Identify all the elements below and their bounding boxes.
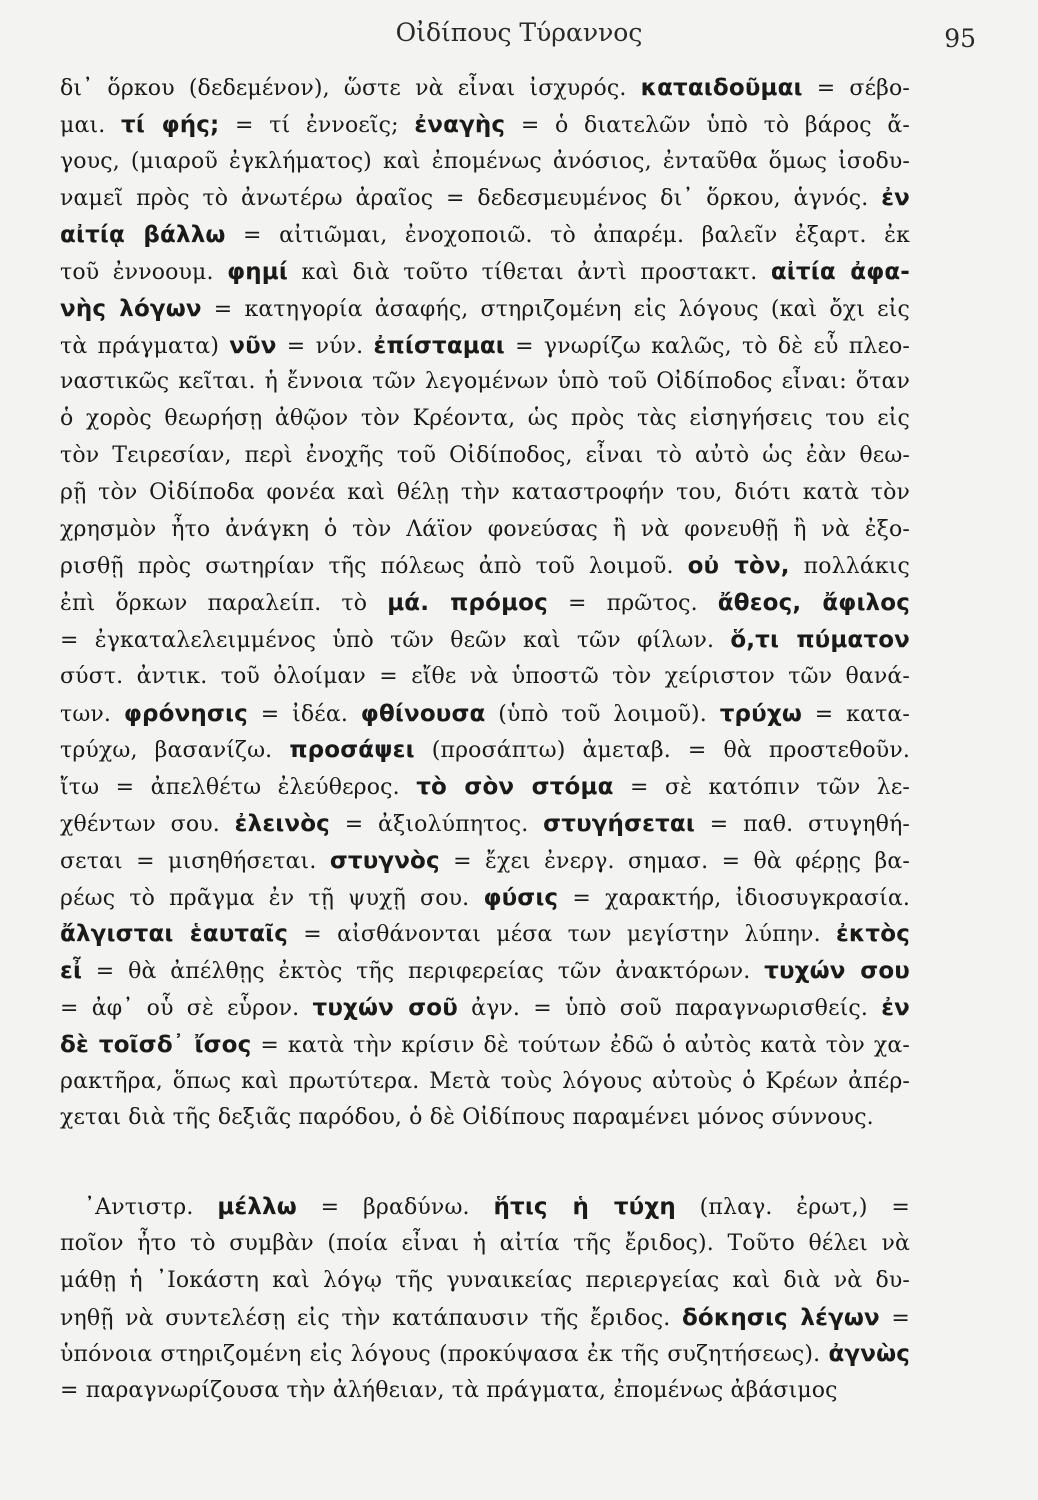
text-line [60, 1300, 910, 1337]
bold-term: φρόνησις [123, 700, 248, 727]
bold-term: ἐν [881, 185, 910, 212]
text-line [60, 916, 910, 953]
bold-term: ἐν [881, 994, 910, 1021]
bold-term: ἐκτὸς [835, 921, 910, 948]
bold-term: τρύχω [719, 700, 802, 727]
gloss-text: σεται = μισηθήσεται. [60, 848, 330, 874]
gloss-text: = νύν. [276, 333, 374, 359]
text-line [60, 1189, 910, 1226]
gloss-text: = κατα- [801, 701, 910, 727]
gloss-text: χρησμὸν ἦτο ἀνάγκη ὁ τὸν Λάϊον φονεύσας ἢ νὰ φονευθῇ ἢ νὰ ἐξο- [60, 516, 910, 542]
gloss-text: ρακτῆρα, ὅπως καὶ πρωτύτερα. Μετὰ τοὺς λόγους αὐτοὺς ὁ Κρέων ἀπέρ- [60, 1068, 910, 1094]
text-line [60, 548, 910, 585]
text-line [60, 1336, 910, 1373]
gloss-text: ποῖον ἦτο τὸ συμβὰν (ποία εἶναι ἡ αἰτία τῆς ἔριδος). Τοῦτο θέλει νὰ [60, 1230, 910, 1256]
text-line [60, 732, 910, 769]
bold-term: δὲ τοῖσδ᾽ ἴσος [60, 1031, 252, 1058]
bold-term: ὅ,τι πύματον [730, 626, 910, 653]
gloss-text: ρέως τὸ πρᾶγμα ἐν τῇ ψυχῇ σου. [60, 885, 484, 911]
text-line [60, 217, 910, 254]
bold-term: μά. πρόμος [387, 590, 548, 617]
gloss-text: = κατηγορία ἀσαφής, στηριζομένη εἰς λόγους (καὶ ὄχι εἰς [201, 296, 910, 322]
gloss-text: = [879, 1305, 911, 1331]
bold-term: τί φής; [121, 111, 220, 138]
gloss-text: καὶ διὰ τοῦτο τίθεται ἀντὶ προστακτ. [287, 259, 771, 285]
bold-term: φθίνουσα [360, 700, 486, 727]
gloss-text: σύστ. ἀντικ. τοῦ ὀλοίμαν = εἴθε νὰ ὑποστῶ τὸν χείριστον τῶν θανά- [60, 663, 910, 689]
gloss-text: ναμεῖ πρὸς τὸ ἀνωτέρω ἀραῖος = δεδεσμευμένος δι᾽ ὅρκου, ἁγνός. [60, 186, 882, 212]
gloss-text: = αἰτιῶμαι, ἐνοχοποιῶ. τὸ ἀπαρέμ. βαλεῖν ἐξαρτ. ἐκ [225, 223, 911, 249]
gloss-text: = ἀξιολύπητος. [329, 811, 544, 837]
bold-term: ἐπίσταμαι [373, 332, 505, 359]
text-line [60, 1263, 910, 1300]
text-line [60, 1100, 910, 1137]
text-line [60, 1373, 910, 1410]
gloss-text: γους, (μιαροῦ ἐγκλήματος) καὶ ἐπομένως ἀνόσιος, ἐνταῦθα ὅμως ἰσοδυ- [60, 148, 910, 174]
gloss-text: τὸν Τειρεσίαν, περὶ ἐνοχῆς τοῦ Οἰδίποδος, εἶναι τὸ αὐτὸ ὡς ἐὰν θεω- [60, 442, 910, 468]
bold-term: προσάψει [289, 737, 415, 764]
bold-term: μέλλω [217, 1194, 297, 1221]
running-title: Οἰδίπους Τύραννος [395, 18, 643, 47]
text-line [60, 769, 910, 806]
gloss-text: ὑπόνοια στηριζομένη εἰς λόγους (προκύψασα ἐκ τῆς συζητήσεως). [60, 1342, 829, 1368]
text-line [60, 1064, 910, 1101]
gloss-text: = παραγνωρίζουσα τὴν ἀλήθειαν, τὰ πράγματα, ἐπομένως ἀβάσιμος [60, 1378, 838, 1404]
text-line [60, 291, 910, 328]
text-line [60, 401, 910, 438]
gloss-text: = τί ἐννοεῖς; [219, 112, 415, 138]
bold-term: καταιδοῦμαι [640, 75, 803, 101]
gloss-text: = αἰσθάνονται μέσα των μεγίστην λύπην. [288, 922, 836, 948]
bold-term: νὴς λόγων [60, 295, 202, 322]
bold-term: τὸ σὸν στόμα [416, 774, 614, 801]
text-line [60, 1027, 910, 1064]
gloss-text: τὰ πράγματα) [60, 333, 230, 359]
text-line [60, 512, 910, 549]
gloss-text: νηθῇ νὰ συντελέσῃ εἰς τὴν κατάπαυσιν τῆς ἔριδος. [60, 1305, 682, 1331]
body-text [60, 70, 910, 1410]
page-header [0, 14, 1038, 54]
gloss-text: ρῇ τὸν Οἰδίποδα φονέα καὶ θέλῃ τὴν καταστροφήν του, διότι κατὰ τὸν [60, 479, 910, 505]
gloss-text: = σὲ κατόπιν τῶν λε- [613, 775, 910, 801]
text-line [60, 475, 910, 512]
gloss-text: ἴτω = ἀπελθέτω ἐλεύθερος. [60, 775, 417, 801]
gloss-text: = σέβο- [802, 76, 910, 101]
text-line [60, 364, 910, 401]
bold-term: αἰτία ἀφα- [770, 258, 910, 285]
bold-term: φύσις [483, 884, 559, 911]
gloss-text: = ἀφ᾽ οὗ σὲ εὗρον. [60, 995, 313, 1021]
gloss-text: = παθ. στυγηθή- [695, 811, 910, 837]
bold-term: τυχών σοῦ [312, 994, 458, 1021]
text-line [60, 144, 910, 181]
gloss-text: χθέντων σου. [60, 811, 235, 837]
gloss-text: ᾽Αντιστρ. [84, 1195, 218, 1221]
gloss-text: (πλαγ. ἐρωτ,) = [675, 1195, 910, 1221]
text-line [60, 659, 910, 696]
bold-term: στυγήσεται [543, 810, 695, 837]
bold-term: ἐναγὴς [414, 111, 506, 138]
bold-term: ἐλεινὸς [234, 810, 330, 837]
text-line [60, 180, 910, 217]
gloss-text: ἐπὶ ὅρκων παραλείπ. τὸ [60, 591, 388, 617]
bold-term: ἥτις ἡ τύχη [493, 1194, 676, 1221]
gloss-text: των. [60, 701, 124, 727]
text-line [60, 696, 910, 733]
bold-term: δόκησις λέγων [681, 1304, 880, 1331]
bold-term: τυχών σου [764, 958, 910, 985]
gloss-text: = πρῶτος. [547, 591, 718, 617]
bold-term: φημί [227, 258, 288, 285]
gloss-text: = ὁ διατελῶν ὑπὸ τὸ βάρος ἄ- [505, 112, 910, 138]
bold-term: οὐ τὸν, [687, 553, 790, 580]
gloss-text: = βραδύνω. [296, 1195, 494, 1221]
paragraph [60, 70, 910, 1137]
gloss-text: μαι. [60, 112, 121, 138]
text-line [60, 622, 910, 659]
gloss-text: (προσάπτω) ἀμεταβ. = θὰ προστεθοῦν. [414, 738, 910, 764]
text-line [60, 1226, 910, 1263]
text-line [60, 843, 910, 880]
bold-term: ἄθεος, ἄφιλος [717, 590, 910, 617]
text-line [60, 438, 910, 475]
text-line [60, 70, 910, 107]
text-line [60, 880, 910, 917]
bold-term: ἀγνὼς [828, 1341, 910, 1368]
text-line [60, 585, 910, 622]
gloss-text: τρύχω, βασανίζω. [60, 738, 290, 764]
gloss-text: = ἰδέα. [247, 701, 361, 727]
gloss-text: ναστικῶς κεῖται. ἡ ἔννοια τῶν λεγομένων ὑπὸ τοῦ Οἰδίποδος εἶναι: ὅταν [60, 369, 910, 395]
text-line [60, 107, 910, 144]
bold-term: νῦν [229, 332, 277, 359]
paragraph [60, 1189, 910, 1410]
gloss-text: ὁ χορὸς θεωρήσῃ ἀθῷον τὸν Κρέοντα, ὡς πρὸς τὰς εἰσηγήσεις του εἰς [60, 406, 910, 432]
gloss-text: = χαρακτήρ, ἰδιοσυγκρασία. [558, 885, 910, 911]
text-line [60, 806, 910, 843]
gloss-text: χεται διὰ τῆς δεξιᾶς παρόδου, ὁ δὲ Οἰδίπους παραμένει μόνος σύννους. [60, 1105, 874, 1131]
gloss-text: = θὰ ἀπέλθῃς ἐκτὸς τῆς περιφερείας τῶν ἀνακτόρων. [82, 959, 765, 985]
page-number: 95 [944, 24, 976, 53]
bold-term: ἄλγισται ἑαυταῖς [60, 921, 289, 948]
gloss-text: πολλάκις [789, 554, 911, 580]
bold-term: στυγνὸς [329, 847, 440, 874]
gloss-text: (ὑπὸ τοῦ λοιμοῦ). [485, 701, 720, 727]
text-line [60, 953, 910, 990]
text-line [60, 328, 910, 365]
gloss-text: = γνωρίζω καλῶς, τὸ δὲ εὖ πλεο- [504, 333, 910, 359]
bold-term: αἰτίᾳ βάλλω [60, 222, 226, 249]
gloss-text: ρισθῇ πρὸς σωτηρίαν τῆς πόλεως ἀπὸ τοῦ λοιμοῦ. [60, 554, 688, 580]
gloss-text: = κατὰ τὴν κρίσιν δὲ τούτων ἐδῶ ὁ αὐτὸς κατὰ τὸν χα- [251, 1032, 911, 1058]
paragraph-gap [60, 1137, 910, 1189]
gloss-text: δι᾽ ὅρκου (δεδεμένον), ὥστε νὰ εἶναι ἰσχυρός. [60, 76, 641, 101]
gloss-text: = ἔχει ἐνεργ. σημασ. = θὰ φέρῃς βα- [439, 848, 910, 874]
gloss-text: ἀγν. = ὑπὸ σοῦ παραγνωρισθείς. [457, 995, 882, 1021]
gloss-text: τοῦ ἐννοουμ. [60, 259, 228, 285]
gloss-text: μάθῃ ἡ ᾽Ιοκάστη καὶ λόγῳ τῆς γυναικείας περιεργείας καὶ διὰ νὰ δυ- [60, 1267, 910, 1293]
bold-term: εἶ [60, 958, 83, 985]
text-line [60, 990, 910, 1027]
gloss-text: = ἐγκαταλελειμμένος ὑπὸ τῶν θεῶν καὶ τῶν φίλων. [60, 627, 731, 653]
text-line [60, 254, 910, 291]
